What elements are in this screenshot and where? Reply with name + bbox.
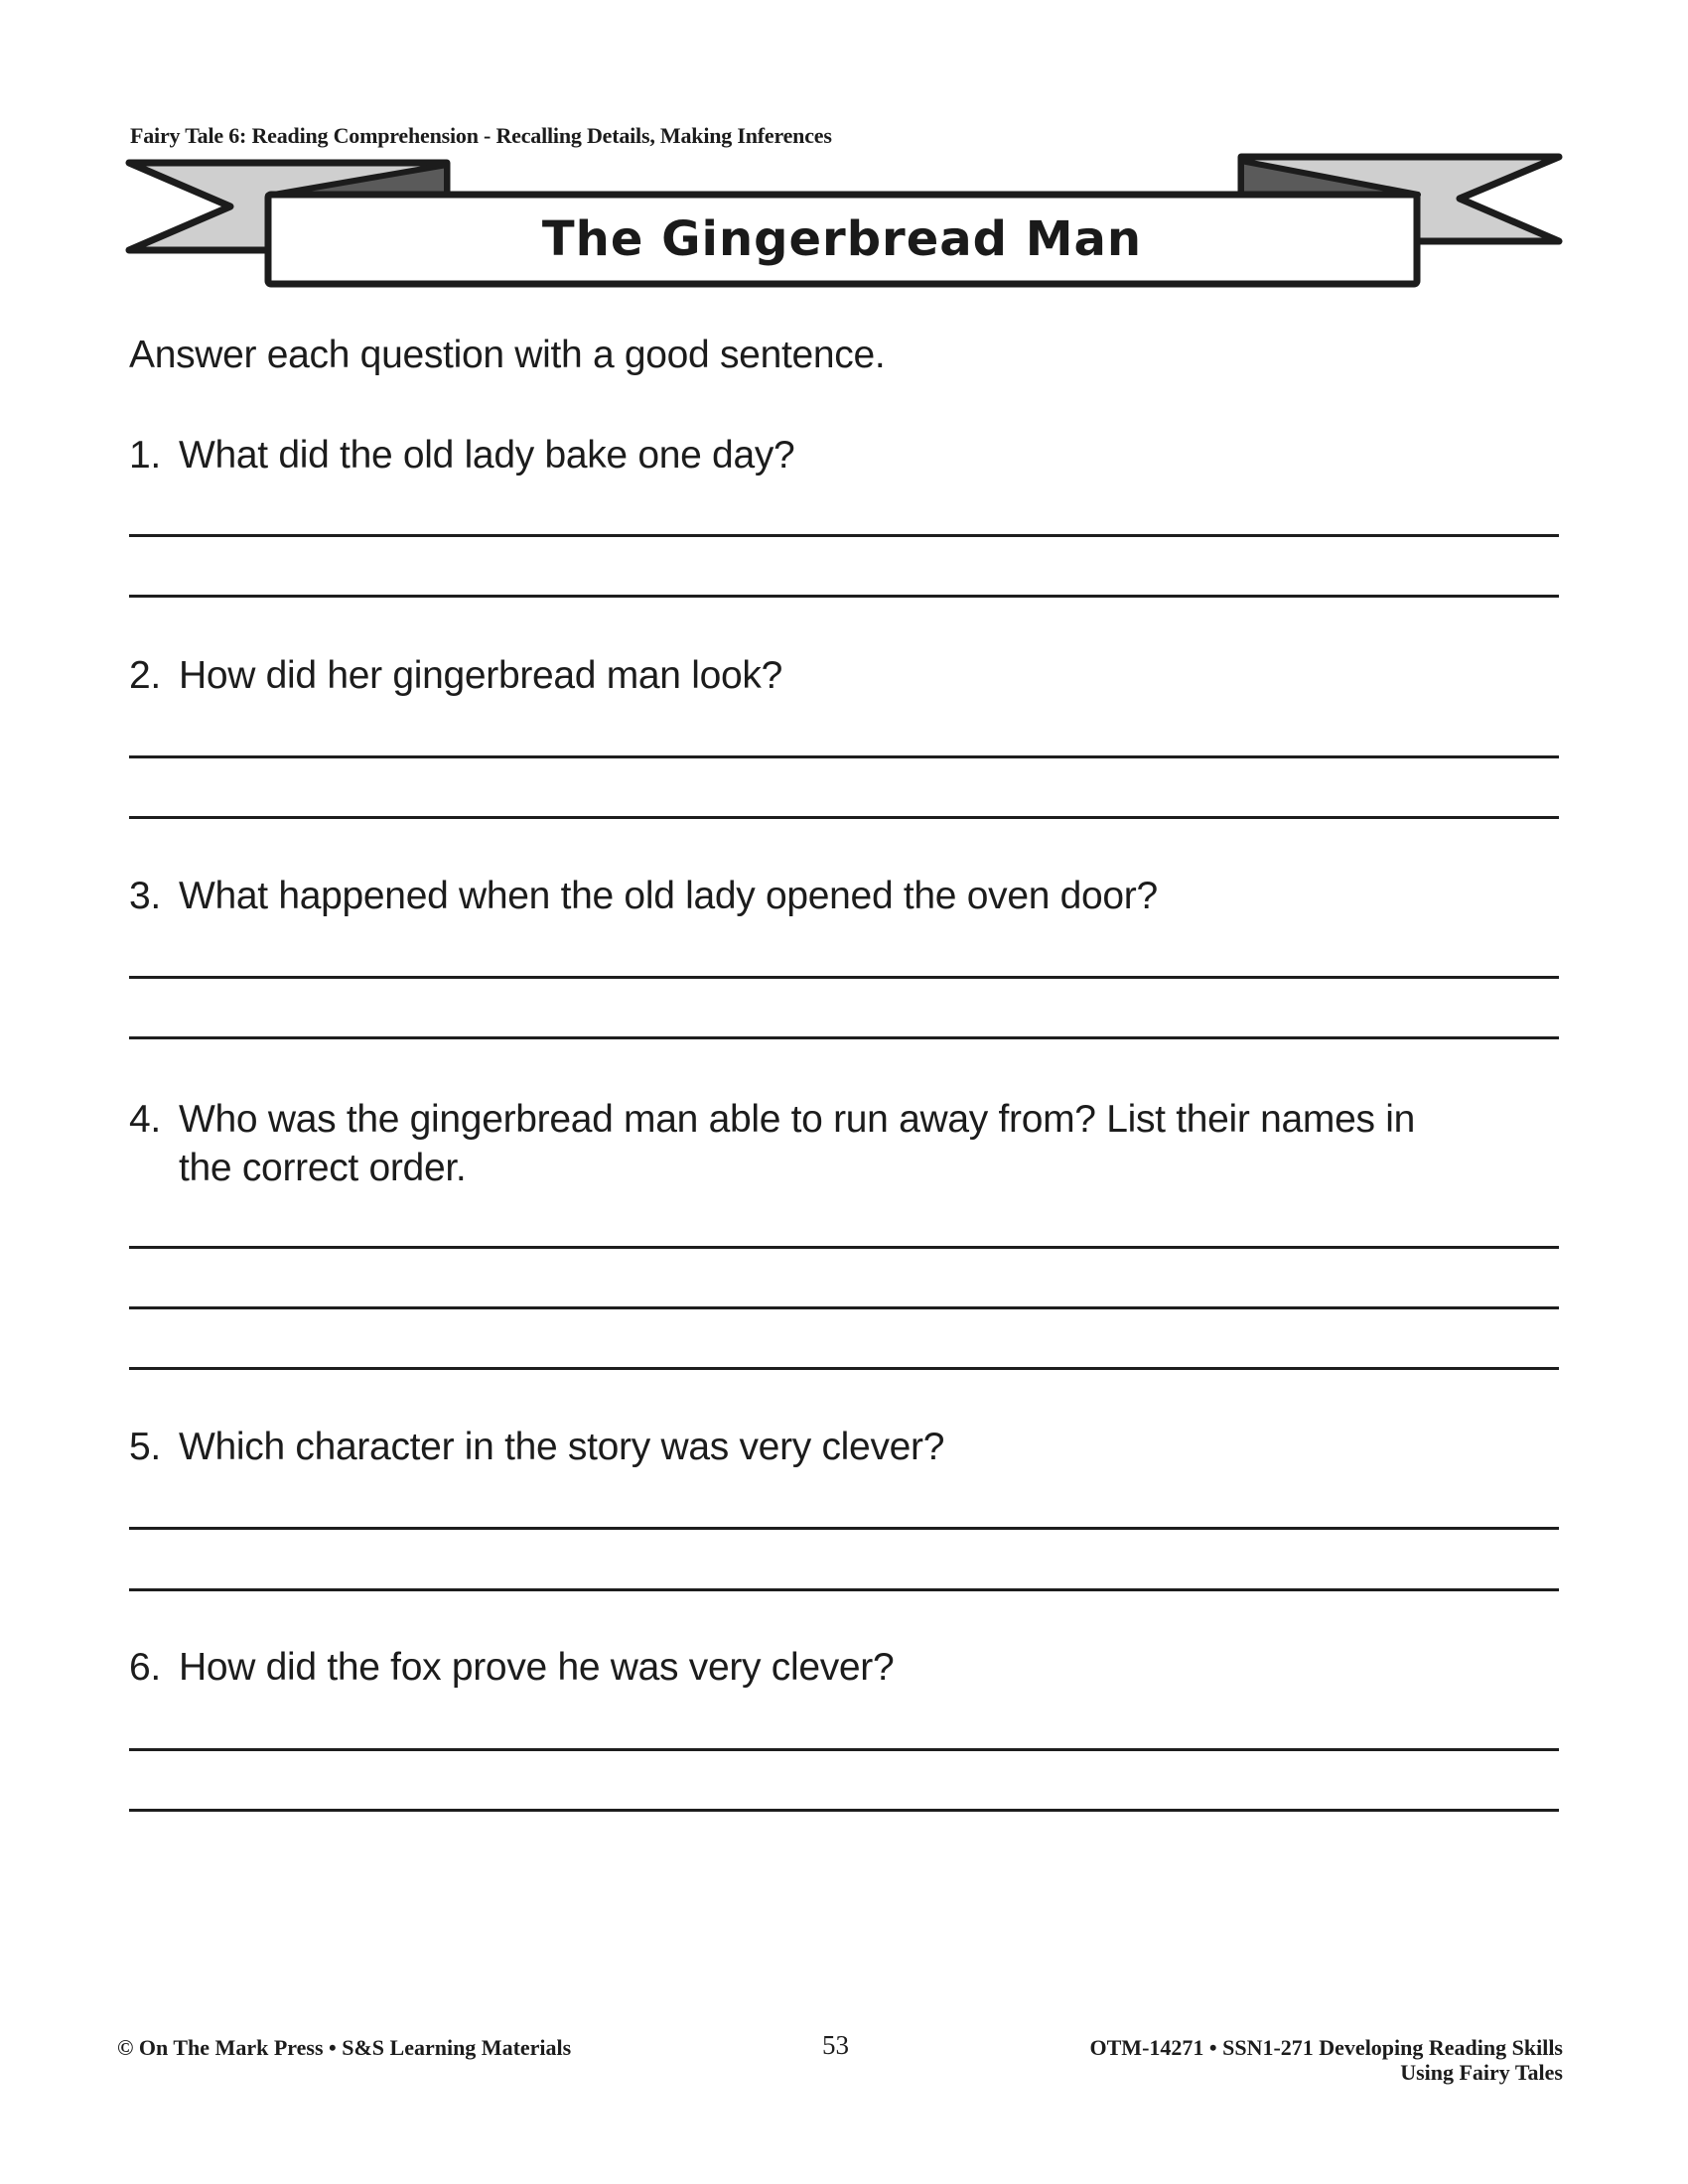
section-header: Fairy Tale 6: Reading Comprehension - Recalling Details, Making Inferences	[130, 123, 832, 148]
question-number: 6.	[129, 1646, 161, 1689]
answer-line-3a[interactable]	[129, 976, 1559, 979]
page-title: The Gingerbread Man	[541, 211, 1143, 267]
question-5	[129, 1426, 944, 1469]
instructions: Answer each question with a good sentence.	[129, 334, 886, 376]
answer-line-1b[interactable]	[129, 595, 1559, 598]
page-number: 53	[822, 2030, 849, 2060]
question-number: 5.	[129, 1426, 161, 1468]
answer-line-6b[interactable]	[129, 1809, 1559, 1812]
answer-line-6a[interactable]	[129, 1748, 1559, 1751]
footer-product-line-1: OTM-14271 • SSN1-271 Developing Reading Skills	[1089, 2035, 1563, 2060]
question-text: Who was the gingerbread man able to run away from? List their names in	[179, 1098, 1415, 1141]
answer-line-2a[interactable]	[129, 755, 1559, 758]
question-number: 1.	[129, 434, 161, 477]
answer-line-4c[interactable]	[129, 1367, 1559, 1370]
question-number: 4.	[129, 1098, 161, 1141]
question-text: How did her gingerbread man look?	[179, 654, 782, 697]
question-text: What happened when the old lady opened the oven door?	[179, 875, 1158, 917]
question-text-continued: the correct order.	[179, 1147, 467, 1189]
question-4	[129, 1095, 1415, 1192]
question-6	[129, 1646, 894, 1690]
answer-line-4b[interactable]	[129, 1306, 1559, 1309]
question-2	[129, 654, 782, 698]
footer-product-info	[1090, 2035, 1563, 2085]
answer-line-2b[interactable]	[129, 816, 1559, 819]
question-text: What did the old lady bake one day?	[179, 434, 795, 477]
answer-line-5b[interactable]	[129, 1588, 1559, 1591]
question-number: 3.	[129, 875, 161, 917]
footer-copyright: © On The Mark Press • S&S Learning Materials	[117, 2035, 572, 2060]
question-3	[129, 875, 1158, 918]
footer-product-line-2: Using Fairy Tales	[1400, 2060, 1563, 2085]
question-number: 2.	[129, 654, 161, 697]
question-1	[129, 434, 794, 478]
question-text: Which character in the story was very clever?	[179, 1426, 945, 1468]
answer-line-1a[interactable]	[129, 534, 1559, 537]
question-text: How did the fox prove he was very clever?	[179, 1646, 895, 1689]
answer-line-3b[interactable]	[129, 1036, 1559, 1039]
answer-line-4a[interactable]	[129, 1246, 1559, 1249]
answer-line-5a[interactable]	[129, 1527, 1559, 1530]
